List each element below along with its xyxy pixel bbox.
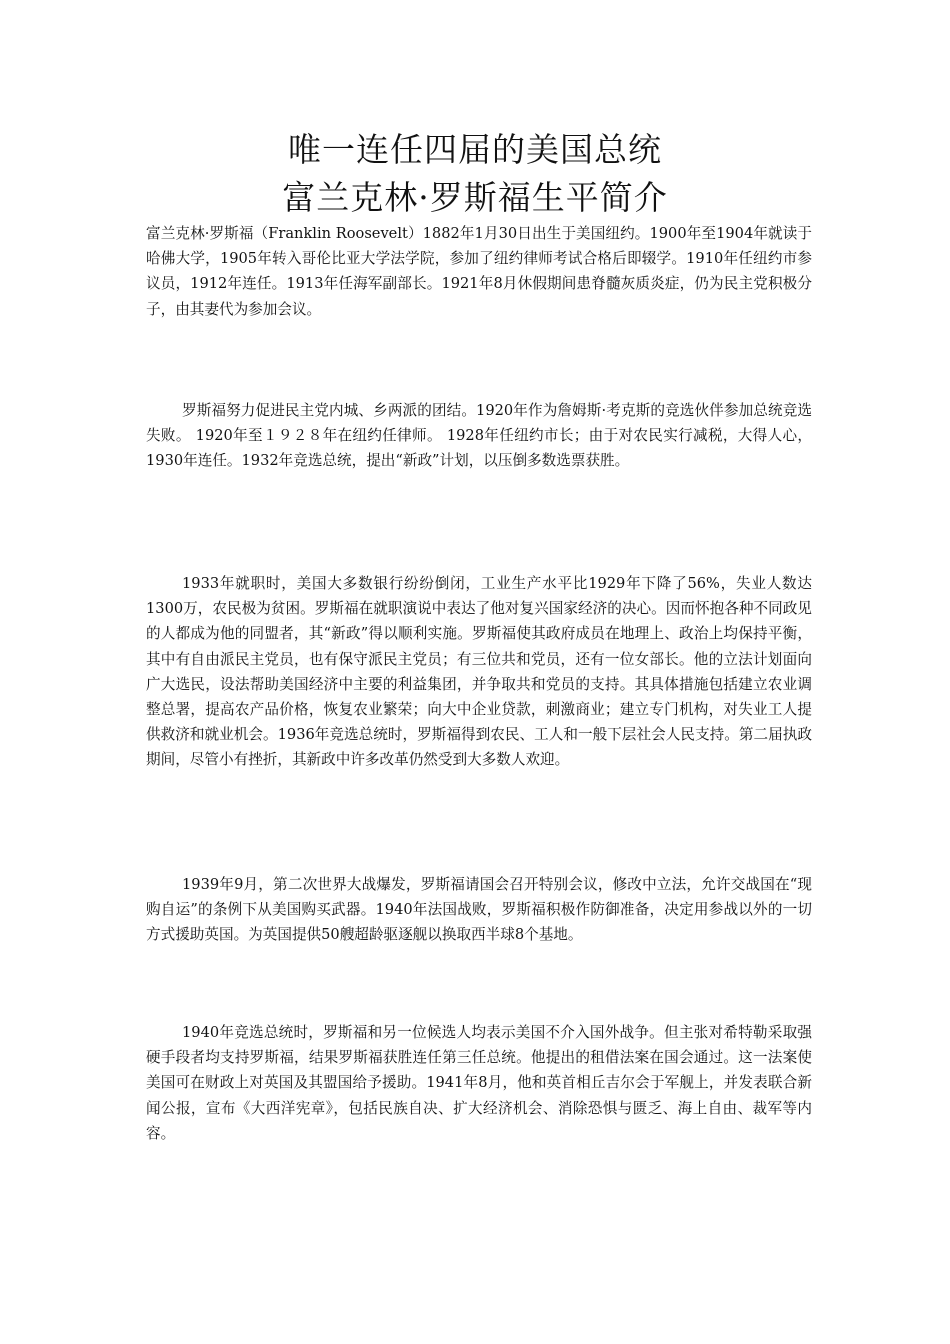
paragraph-wwii-outbreak: 1939年9月，第二次世界大战爆发，罗斯福请国会召开特别会议，修改中立法，允许交战国在“现购自运”的条例下从美国购买武器。1940年法国战败，罗斯福积极作防御准备，决定用参战以外的一切方式援助英国。为英国提供50艘超龄驱逐舰以换取西半球8个基地。 xyxy=(146,876,812,944)
paragraph-new-deal-campaign: 罗斯福努力促进民主党内城、乡两派的团结。1920年作为詹姆斯·考克斯的竞选伙伴参加总统竞选失败。 1920年至１９２８年在纽约任律师。 1928年任纽约市长；由于对农民实行减税，大得人心，1930年连任。1932年竞选总统，提出“新政”计划，以压倒多数选票获胜。 xyxy=(146,402,812,470)
document-title-line-1: 唯一连任四届的美国总统 xyxy=(288,130,662,169)
paragraph-first-term: 1933年就职时，美国大多数银行纷纷倒闭，工业生产水平比1929年下降了56%，失业人数达1300万，农民极为贫困。罗斯福在就职演说中表达了他对复兴国家经济的决心。因而怀抱各种不同政见的人都成为他的同盟者，其“新政”得以顺利实施。罗斯福使其政府成员在地理上、政治上均保持平衡，其中有自由派民主党员，也有保守派民主党员；有三位共和党员，还有一位女部长。他的立法计划面向广大选民，设法帮助美国经济中主要的利益集团，并争取共和党员的支持。其具体措施包括建立农业调整总署，提高农产品价格，恢复农业繁荣；向大中企业贷款，刺激商业；建立专门机构，对失业工人提供救济和就业机会。1936年竞选总统时，罗斯福得到农民、工人和一般下层社会人民支持。第二届执政期间，尽管小有挫折，其新政中许多改革仍然受到大多数人欢迎。 xyxy=(146,575,812,769)
paragraph-early-life: 富兰克林·罗斯福（Franklin Roosevelt）1882年1月30日出生于美国纽约。1900年至1904年就读于哈佛大学，1905年转入哥伦比亚大学法学院，参加了纽约律师考试合格后即辍学。1910年任纽约市参议员，1912年连任。1913年任海军副部长。1921年8月休假期间患脊髓灰质炎症，仍为民主党积极分子，由其妻代为参加会议。 xyxy=(146,225,812,318)
paragraph-third-term: 1940年竞选总统时，罗斯福和另一位候选人均表示美国不介入国外战争。但主张对希特勒采取强硬手段者均支持罗斯福，结果罗斯福获胜连任第三任总统。他提出的租借法案在国会通过。这一法案使美国可在财政上对英国及其盟国给予援助。1941年8月，他和英首相丘吉尔会于军舰上，并发表联合新闻公报，宣布《大西洋宪章》，包括民族自决、扩大经济机会、消除恐惧与匮乏、海上自由、裁军等内容。 xyxy=(146,1024,812,1142)
document-title-line-2: 富兰克林·罗斯福生平简介 xyxy=(282,178,668,217)
